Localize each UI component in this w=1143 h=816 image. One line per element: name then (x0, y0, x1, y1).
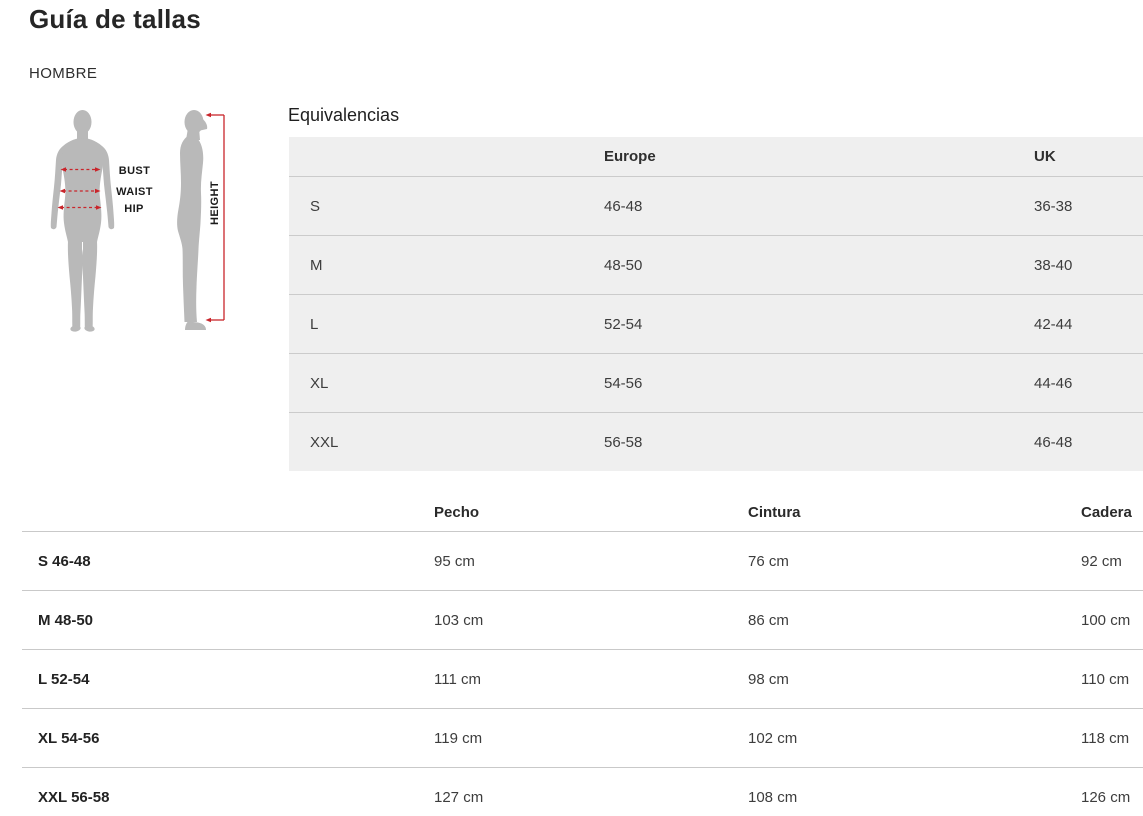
equivalences-heading: Equivalencias (288, 105, 400, 125)
cadera-cell: 118 cm (1081, 709, 1143, 768)
table-row (289, 354, 1143, 413)
table-row (22, 650, 1143, 709)
europe-cell: 46-48 (604, 177, 1034, 236)
waist-label: WAIST (116, 186, 153, 198)
col-header-europe: Europe (604, 137, 1034, 177)
cintura-cell: 98 cm (748, 650, 1081, 709)
equivalences-table (289, 137, 1143, 472)
height-label: HEIGHT (209, 181, 221, 225)
gender-section-label: HOMBRE (29, 65, 98, 82)
col-header-uk: UK (1034, 137, 1143, 177)
measurements-table (22, 494, 1143, 816)
size-cell: L (289, 295, 604, 354)
table-row (289, 177, 1143, 236)
table-row (289, 413, 1143, 472)
pecho-cell: 111 cm (434, 650, 748, 709)
male-side-silhouette-icon (177, 110, 207, 330)
pecho-cell: 95 cm (434, 532, 748, 591)
col-header-cintura: Cintura (748, 504, 801, 521)
size-cell: XXL 56-58 (22, 768, 434, 816)
size-cell: S (289, 177, 604, 236)
table-header-row (22, 494, 1143, 532)
page-title: Guía de tallas (29, 4, 201, 34)
uk-cell: 42-44 (1034, 295, 1143, 354)
size-cell: XXL (289, 413, 604, 472)
hip-label: HIP (124, 203, 144, 215)
uk-cell: 36-38 (1034, 177, 1143, 236)
table-row (22, 532, 1143, 591)
pecho-cell: 103 cm (434, 591, 748, 650)
cintura-cell: 86 cm (748, 591, 1081, 650)
table-row (22, 591, 1143, 650)
body-measurement-diagram (30, 97, 280, 335)
europe-cell: 56-58 (604, 413, 1034, 472)
cadera-cell: 126 cm (1081, 768, 1143, 816)
table-row (22, 768, 1143, 816)
bust-label: BUST (118, 165, 151, 177)
size-cell: S 46-48 (22, 532, 434, 591)
cintura-cell: 102 cm (748, 709, 1081, 768)
col-header-size (22, 494, 434, 532)
col-header-pecho: Pecho (434, 504, 480, 521)
size-cell: M 48-50 (22, 591, 434, 650)
uk-cell: 44-46 (1034, 354, 1143, 413)
size-cell: M (289, 236, 604, 295)
size-cell: XL (289, 354, 604, 413)
size-cell: XL 54-56 (22, 709, 434, 768)
cintura-cell: 76 cm (748, 532, 1081, 591)
europe-cell: 48-50 (604, 236, 1034, 295)
uk-cell: 38-40 (1034, 236, 1143, 295)
europe-cell: 54-56 (604, 354, 1034, 413)
uk-cell: 46-48 (1034, 413, 1143, 472)
europe-cell: 52-54 (604, 295, 1034, 354)
cadera-cell: 100 cm (1081, 591, 1143, 650)
cadera-cell: 110 cm (1081, 650, 1143, 709)
cintura-cell: 108 cm (748, 768, 1081, 816)
pecho-cell: 127 cm (434, 768, 748, 816)
col-header-cadera: Cadera (1081, 504, 1132, 521)
table-row (22, 709, 1143, 768)
cadera-cell: 92 cm (1081, 532, 1143, 591)
pecho-cell: 119 cm (434, 709, 748, 768)
col-header-size (289, 137, 604, 177)
table-row (289, 236, 1143, 295)
male-front-silhouette-icon (51, 110, 114, 332)
size-cell: L 52-54 (22, 650, 434, 709)
table-header-row (289, 137, 1143, 177)
table-row (289, 295, 1143, 354)
